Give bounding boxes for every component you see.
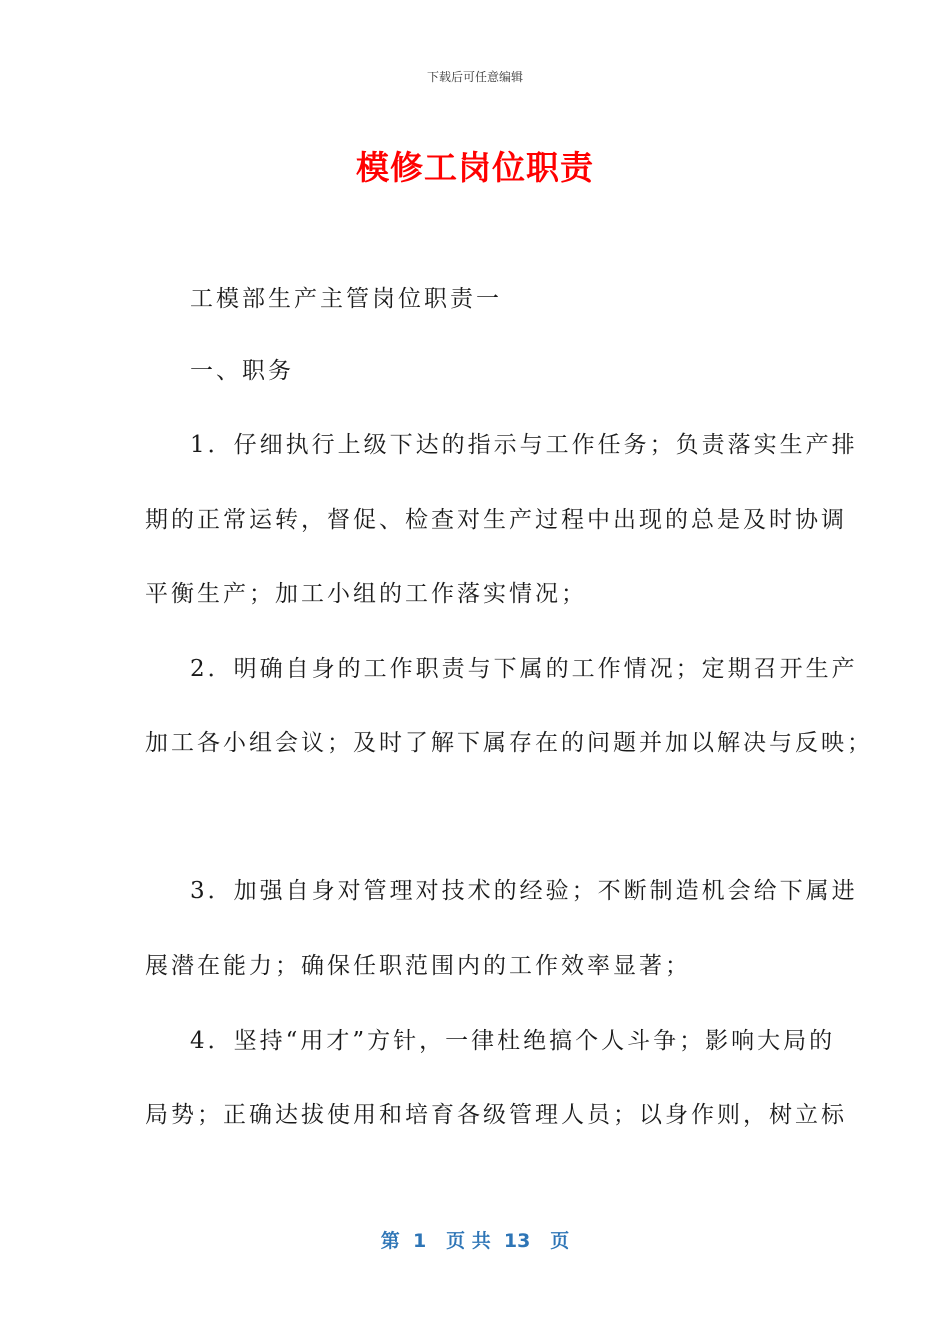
paragraph-line: 2．明确自身的工作职责与下属的工作情况；定期召开生产 — [190, 656, 858, 682]
header-note: 下载后可任意编辑 — [426, 70, 523, 84]
paragraph-line: 局势；正确达拔使用和培育各级管理人员；以身作则，树立标 — [145, 1102, 847, 1128]
paragraph-line: 加工各小组会议；及时了解下属存在的问题并加以解决与反映； — [145, 730, 873, 756]
paragraph-line: 期的正常运转，督促、检查对生产过程中出现的总是及时协调 — [145, 507, 847, 533]
paragraph-line: 1．仔细执行上级下达的指示与工作任务；负责落实生产排 — [190, 432, 858, 458]
document-title: 模修工岗位职责 — [356, 148, 594, 187]
paragraph-line: 展潜在能力；确保任职范围内的工作效率显著； — [145, 953, 691, 979]
paragraph-line: 平衡生产；加工小组的工作落实情况； — [145, 581, 587, 607]
paragraph-line: 3．加强自身对管理对技术的经验；不断制造机会给下属进 — [190, 878, 858, 904]
section-heading: 一、职务 — [190, 358, 294, 384]
paragraph-line: 4．坚持“用才”方针，一律杜绝搞个人斗争；影响大局的 — [190, 1028, 836, 1054]
paragraph-heading: 工模部生产主管岗位职责一 — [190, 286, 502, 312]
page-number-footer: 第 1 页 共 13 页 — [380, 1230, 570, 1252]
